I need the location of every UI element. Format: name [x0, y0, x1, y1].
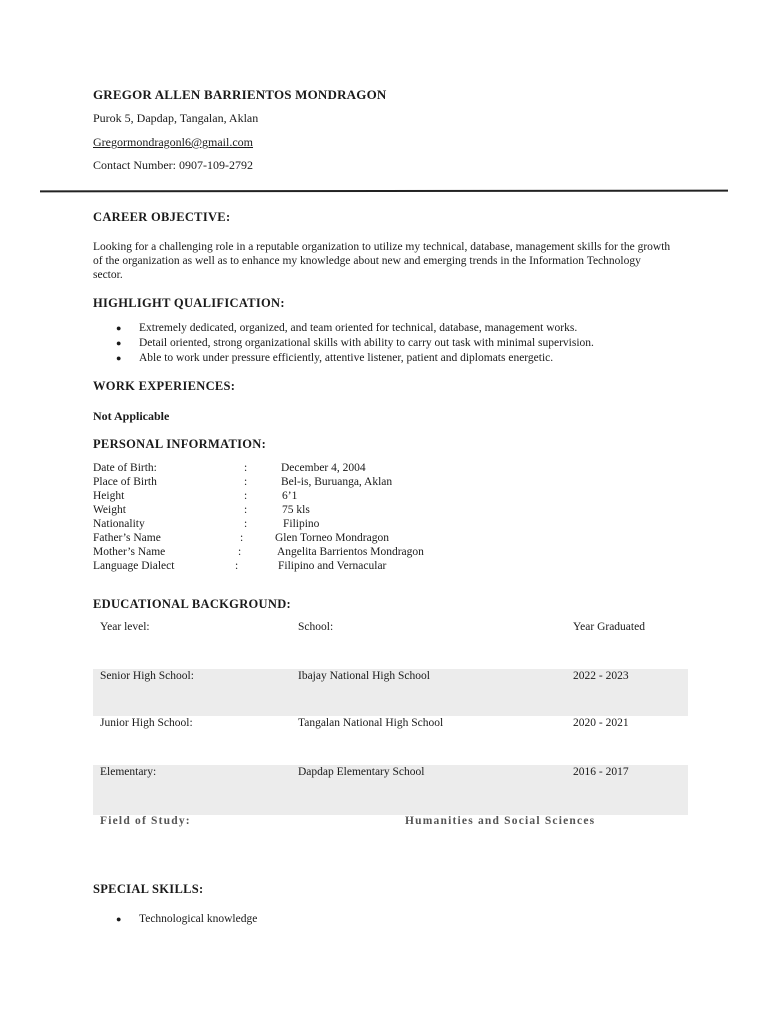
bullet-icon: ●: [116, 323, 122, 333]
personal-row: [93, 489, 593, 503]
personal-heading: PERSONAL INFORMATION:: [93, 437, 267, 451]
personal-label: Father’s Name: [93, 532, 161, 544]
personal-value: 6’1: [282, 490, 298, 502]
bullet-icon: ●: [116, 914, 122, 924]
header-divider: [40, 190, 728, 193]
personal-label: Place of Birth: [93, 476, 157, 488]
personal-label: Mother’s Name: [93, 546, 166, 558]
applicant-name: GREGOR ALLEN BARRIENTOS MONDRAGON: [93, 87, 387, 102]
personal-label: Weight: [93, 504, 126, 516]
column-header-year-graduated: Year Graduated: [573, 621, 645, 633]
field-of-study-value: Humanities and Social Sciences: [405, 815, 596, 827]
email-link[interactable]: Gregormondragonl6@gmail.com: [93, 135, 254, 149]
personal-label: Date of Birth:: [93, 462, 157, 474]
career-objective-text: Looking for a challenging role in a reputable organization to utilize my technical, database, management skills for the growth of the organization as well as to enhance my knowledge about new and emerging trends in the Information Technology sector.: [93, 241, 671, 281]
colon: :: [235, 560, 239, 572]
list-item: ● Technological knowledge: [116, 913, 258, 925]
colon: :: [244, 490, 248, 502]
highlight-list: [93, 321, 693, 366]
education-heading: EDUCATIONAL BACKGROUND:: [93, 597, 292, 611]
colon: :: [240, 532, 244, 544]
personal-row: [93, 461, 593, 475]
colon: :: [244, 476, 248, 488]
education-school: Ibajay National High School: [298, 670, 430, 682]
work-value: Not Applicable: [93, 409, 170, 423]
colon: :: [238, 546, 242, 558]
personal-row: [93, 475, 593, 489]
colon: :: [244, 462, 248, 474]
education-year: 2016 - 2017: [573, 766, 629, 778]
column-header-school: School:: [298, 621, 334, 633]
personal-value: Angelita Barrientos Mondragon: [277, 546, 424, 558]
education-level: Elementary:: [100, 766, 157, 778]
address: Purok 5, Dapdap, Tangalan, Aklan: [93, 111, 259, 125]
skills-heading: SPECIAL SKILLS:: [93, 882, 204, 896]
education-year: 2022 - 2023: [573, 670, 629, 682]
list-item: ● Detail oriented, strong organizational skills with ability to carry out task with minimal supervision.: [116, 337, 594, 349]
list-item: ● Able to work under pressure efficiently, attentive listener, patient and diplomats energetic.: [116, 352, 554, 364]
list-item: ● Extremely dedicated, organized, and team oriented for technical, database, management works.: [116, 322, 578, 334]
education-level: Senior High School:: [100, 670, 194, 682]
personal-row: [93, 517, 593, 531]
career-objective-heading: CAREER OBJECTIVE:: [93, 210, 231, 224]
personal-value: Filipino and Vernacular: [278, 560, 387, 572]
skills-list: [93, 912, 493, 927]
personal-value: Filipino: [283, 518, 320, 530]
personal-label: Height: [93, 490, 125, 502]
highlight-heading: HIGHLIGHT QUALIFICATION:: [93, 296, 285, 310]
contact-number: Contact Number: 0907-109-2792: [93, 158, 253, 172]
work-heading: WORK EXPERIENCES:: [93, 379, 236, 393]
personal-row: [93, 559, 593, 573]
column-header-year-level: Year level:: [100, 621, 150, 633]
personal-row: [93, 503, 593, 517]
education-level: Junior High School:: [100, 717, 193, 729]
colon: :: [244, 518, 248, 530]
personal-value: December 4, 2004: [281, 462, 366, 474]
colon: :: [244, 504, 248, 516]
field-of-study-label: Field of Study:: [100, 815, 191, 827]
personal-label: Nationality: [93, 518, 145, 530]
personal-row: [93, 545, 593, 559]
personal-value: Glen Torneo Mondragon: [275, 532, 389, 544]
personal-label: Language Dialect: [93, 560, 175, 572]
bullet-icon: ●: [116, 353, 122, 363]
education-year: 2020 - 2021: [573, 717, 629, 729]
personal-row: [93, 531, 593, 545]
bullet-icon: ●: [116, 338, 122, 348]
education-school: Dapdap Elementary School: [298, 766, 425, 778]
education-school: Tangalan National High School: [298, 717, 444, 729]
personal-value: 75 kls: [282, 504, 310, 516]
personal-value: Bel-is, Buruanga, Aklan: [281, 476, 393, 488]
